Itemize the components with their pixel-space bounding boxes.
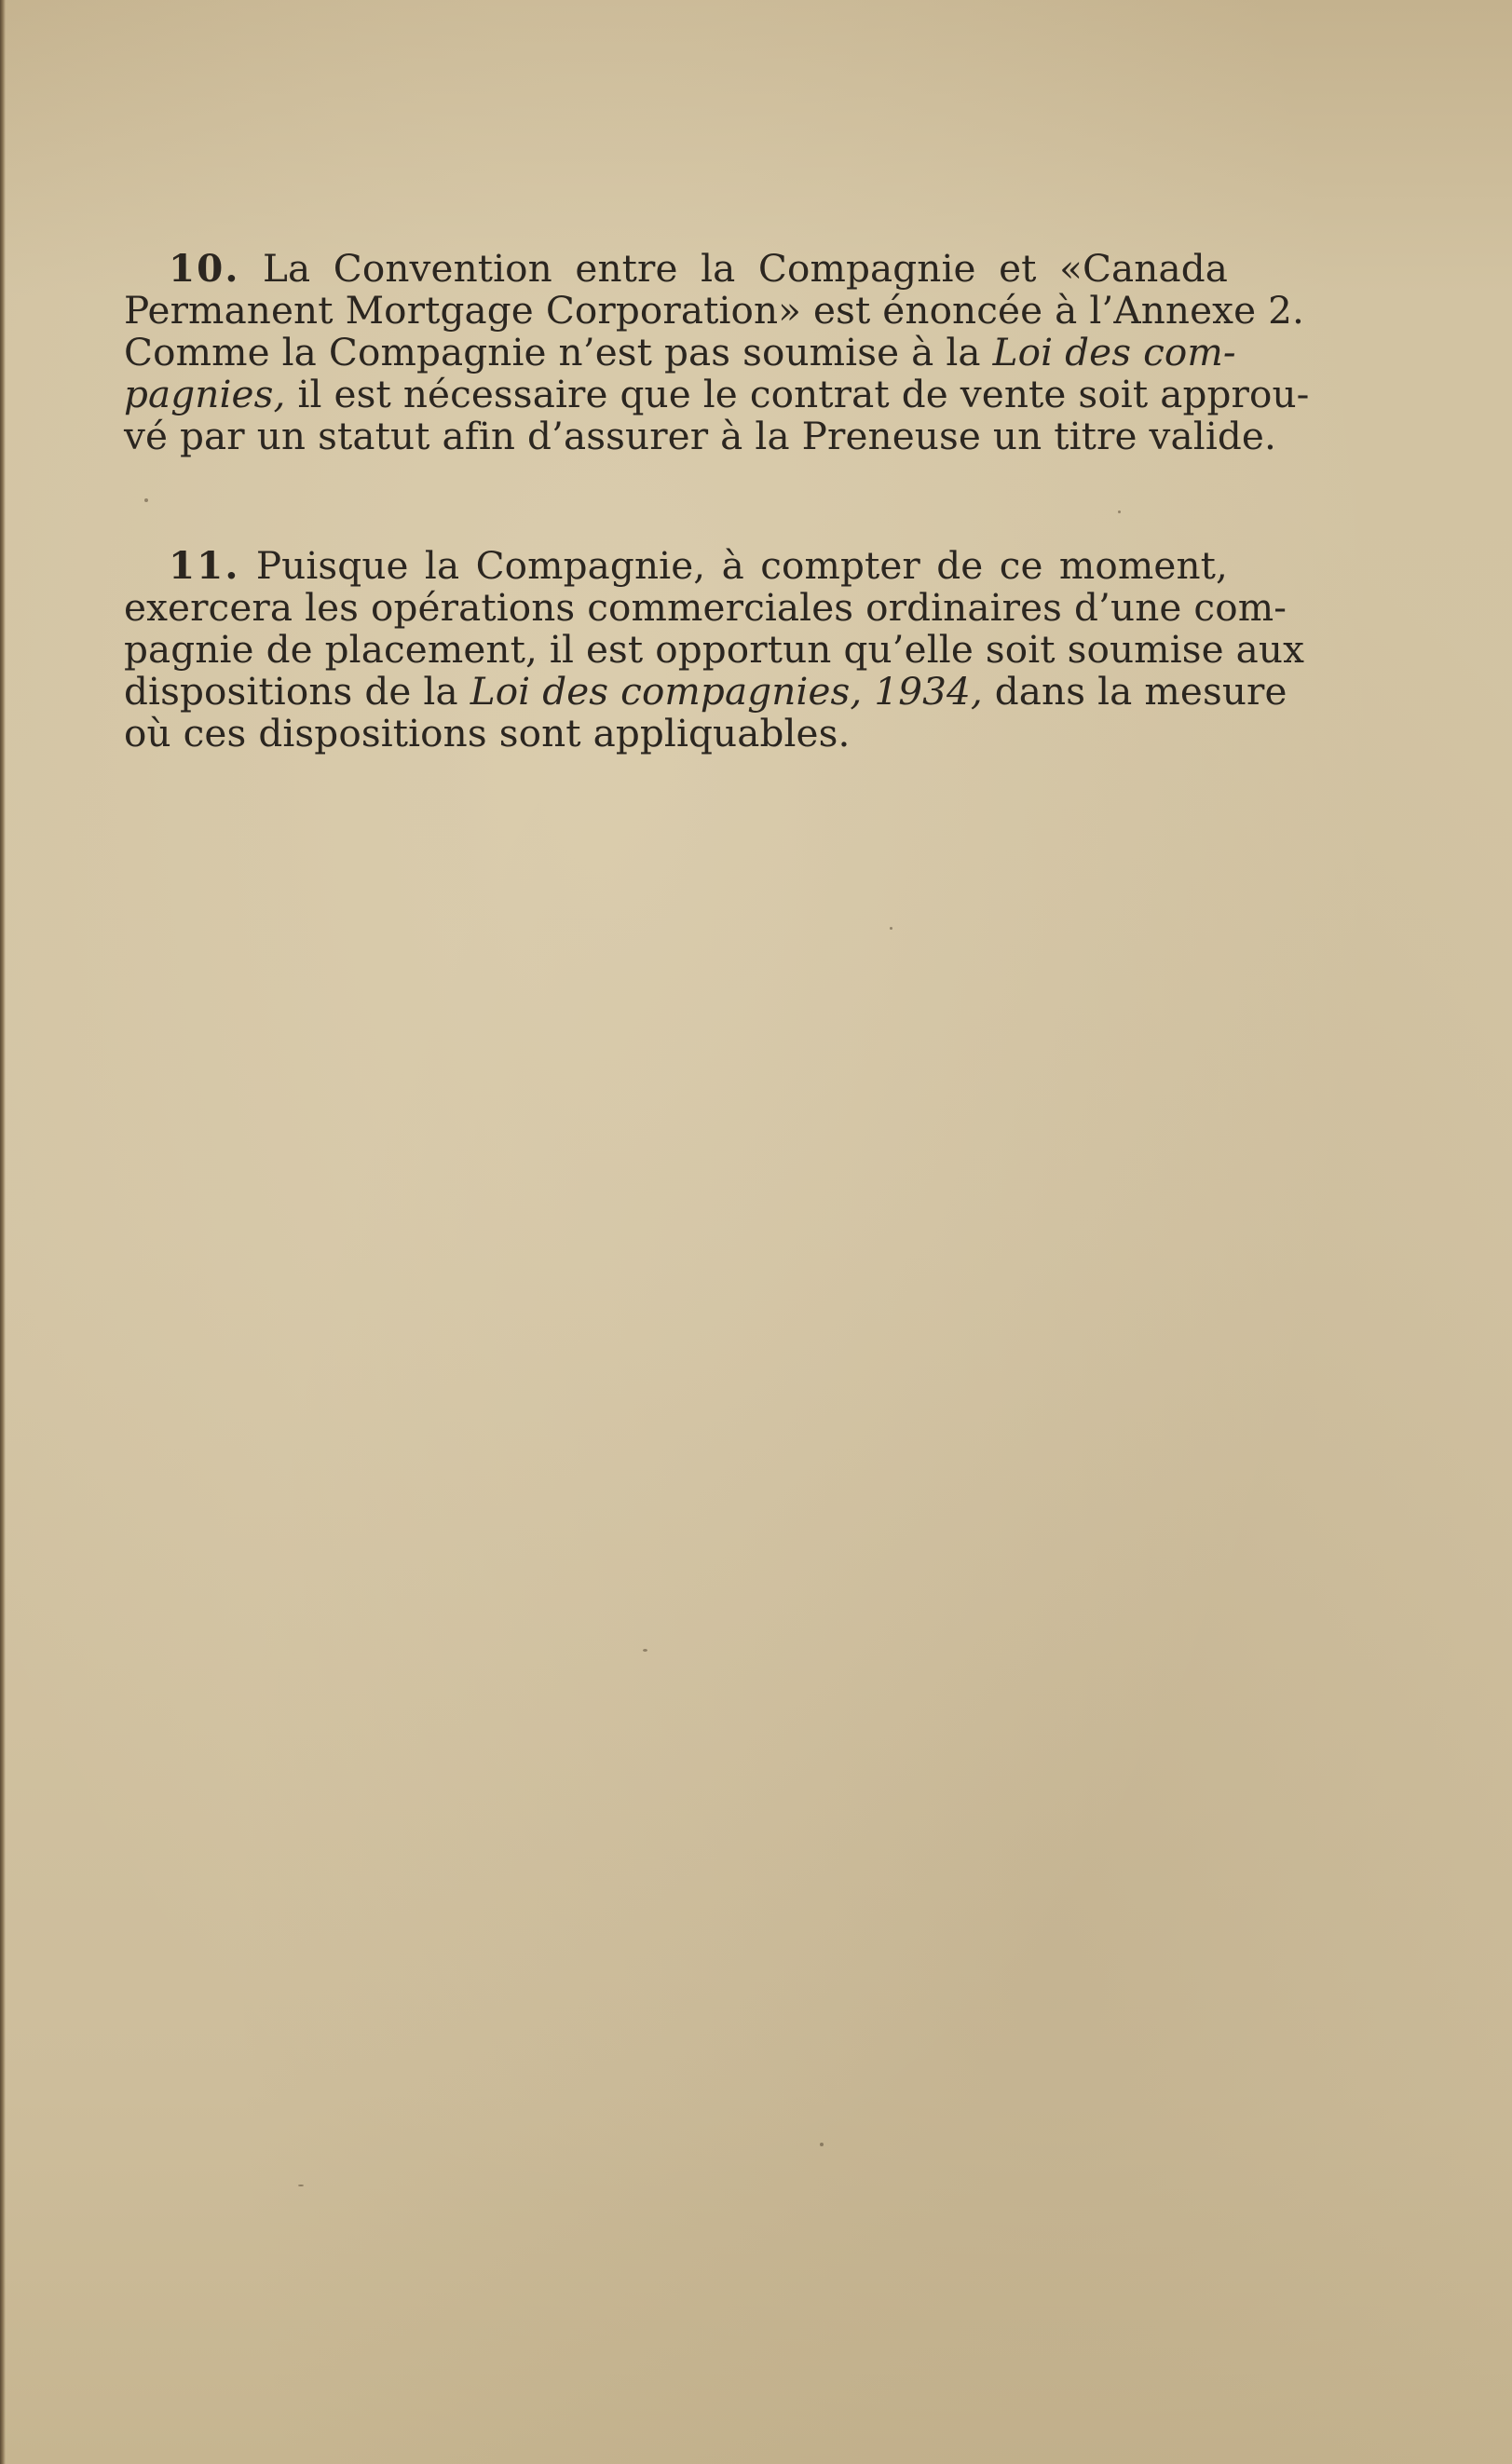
text-line xyxy=(124,713,1228,755)
page-binding-edge xyxy=(0,0,6,2464)
paper-speck xyxy=(1118,510,1121,513)
text-line xyxy=(124,669,1287,714)
text-line xyxy=(124,585,1287,630)
paragraph-number: 11. xyxy=(169,543,240,588)
text-run: il est nécessaire que le contrat de vente soit approu- xyxy=(285,372,1310,416)
text-run: Puisque la Compagnie, à compter de ce moment, xyxy=(255,543,1228,588)
paragraph-10 xyxy=(124,246,1310,458)
paper-speck xyxy=(820,2143,824,2146)
text-run: exercera les opérations commerciales ordinaires d’une com- xyxy=(124,585,1287,630)
paper-speck xyxy=(144,498,148,502)
text-run: pagnie de placement, il est opportun qu’elle soit soumise aux xyxy=(124,627,1305,672)
text-run: dispositions de la xyxy=(124,669,470,714)
text-line xyxy=(124,330,1236,374)
text-line xyxy=(124,627,1305,672)
paper-speck xyxy=(298,2185,304,2186)
paper-speck xyxy=(643,1649,647,1652)
text-line xyxy=(124,372,1310,416)
text-run: Permanent Mortgage Corporation» est énoncée à l’Annexe 2. xyxy=(124,288,1304,333)
text-line xyxy=(124,414,1276,458)
paper-speck xyxy=(890,927,892,930)
text-line xyxy=(124,545,1228,587)
text-run: Comme la Compagnie n’est pas soumise à la xyxy=(124,330,993,374)
italic-text-run: pagnies, xyxy=(124,372,286,416)
italic-text-run: Loi des compagnies, 1934, xyxy=(470,669,983,714)
italic-text-run: Loi des com- xyxy=(992,330,1236,374)
paragraph-11 xyxy=(124,543,1305,756)
text-line xyxy=(124,288,1304,333)
text-run: dans la mesure xyxy=(982,669,1287,714)
text-run: vé par un statut afin d’assurer à la Preneuse un titre valide. xyxy=(124,414,1276,458)
paragraph-number: 10. xyxy=(169,246,240,291)
text-run: La Convention entre la Compagnie et «Canada xyxy=(263,246,1228,291)
text-run: où ces dispositions sont appliquables. xyxy=(124,711,851,756)
text-line xyxy=(124,248,1228,290)
